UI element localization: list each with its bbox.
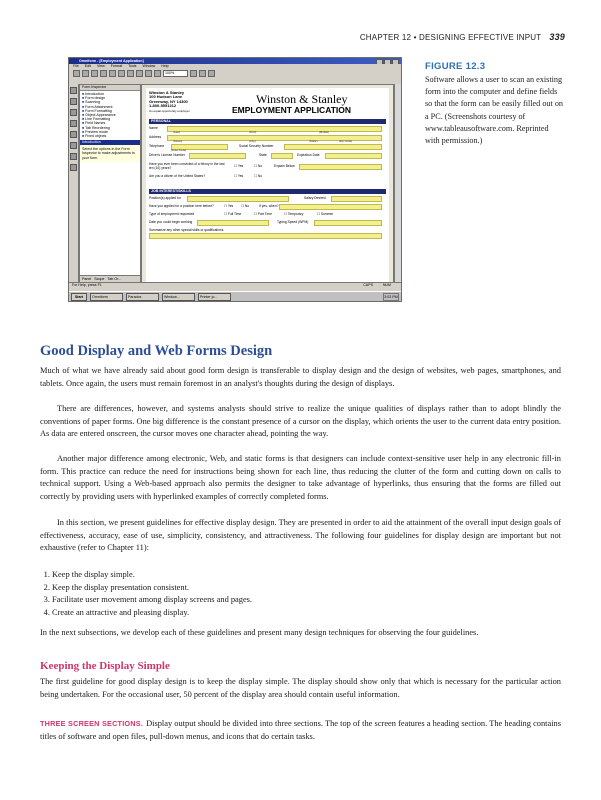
citizen-row bbox=[149, 174, 386, 181]
panel-item: ■ Field Names bbox=[82, 121, 140, 125]
open-icon bbox=[82, 70, 89, 77]
field-tool-icon bbox=[70, 109, 77, 116]
paste-icon bbox=[127, 70, 134, 77]
license-field bbox=[189, 153, 246, 159]
image-tool-icon bbox=[70, 164, 77, 171]
guideline-item: 3. Facilitate user movement among display screens and pages. bbox=[52, 594, 552, 607]
area-code-label: (Area Code) bbox=[171, 148, 187, 152]
panel-item: ■ Line Formatting bbox=[82, 117, 140, 121]
running-head bbox=[0, 32, 565, 46]
skills-row bbox=[149, 228, 386, 240]
citizen-question: Are you a citizen of the United States? bbox=[149, 174, 206, 178]
felony-no: ☐ No bbox=[254, 164, 263, 168]
text-tool-icon bbox=[70, 98, 77, 105]
chapter-title: CHAPTER 12 • DESIGNING EFFECTIVE INPUT bbox=[359, 33, 542, 42]
menu-format: Format bbox=[110, 64, 123, 68]
form-inspector-panel bbox=[79, 84, 141, 283]
form-document-area bbox=[141, 84, 394, 283]
address-label: Address bbox=[149, 135, 162, 139]
city-label: (City) bbox=[249, 139, 256, 143]
copy-icon bbox=[118, 70, 125, 77]
when-field bbox=[279, 204, 382, 210]
type-part: ☐ Part Time bbox=[254, 212, 272, 216]
felony-question: Have you ever been convicted of a felony in the last ten (10) years? bbox=[149, 162, 225, 170]
menu-file: File bbox=[73, 64, 79, 68]
menu-window: Window bbox=[142, 64, 156, 68]
citizen-yes: ☐ Yes bbox=[234, 174, 244, 178]
guidelines-list bbox=[40, 569, 552, 619]
panel-item: ■ Scanning bbox=[82, 100, 140, 104]
type-label: Type of employment requested bbox=[149, 212, 195, 216]
italic-icon bbox=[154, 70, 161, 77]
felony-yes: ☐ Yes bbox=[234, 164, 244, 168]
guideline-item: 2. Keep the display presentation consistent. bbox=[52, 582, 552, 595]
ssn-field bbox=[284, 144, 382, 150]
table-tool-icon bbox=[70, 153, 77, 160]
guideline-item: 1. Keep the display simple. bbox=[52, 569, 552, 582]
status-text: For Help, press F1 bbox=[72, 283, 102, 287]
paragraph-7 bbox=[40, 718, 561, 743]
menu-view: View bbox=[97, 64, 105, 68]
position-label: Position(s) applied for bbox=[149, 196, 181, 200]
salary-field bbox=[331, 196, 382, 202]
subsection-heading: Keeping the Display Simple bbox=[40, 660, 170, 672]
state-label: (State) bbox=[309, 139, 318, 143]
company-line: 100 Hudson Lane bbox=[149, 94, 183, 100]
bold-icon bbox=[145, 70, 152, 77]
applied-row bbox=[149, 204, 386, 211]
menu-edit: Edit bbox=[84, 64, 91, 68]
license-label: Driver's License Number bbox=[149, 153, 185, 157]
explain-field bbox=[299, 164, 382, 170]
box-tool-icon bbox=[70, 142, 77, 149]
menu-help: Help bbox=[161, 64, 169, 68]
tool-palette bbox=[69, 84, 79, 283]
taskbar-item: Window... bbox=[162, 293, 195, 301]
paragraph-4: In this section, we present guidelines for effective display design. They are presented in order to aid the attainment of the overall input design goals of effectiveness, accuracy, ease of use, simplicity, consistency, and attractiveness. The following four guidelines for display design are important but not exhaustive (refer to Chapter 11): bbox=[40, 518, 561, 553]
equal-opportunity-note: An equal opportunity employer bbox=[149, 109, 190, 113]
panel-tabs bbox=[80, 275, 140, 282]
cut-icon bbox=[109, 70, 116, 77]
applied-question: Have you applied for a position here before? bbox=[149, 204, 214, 208]
window-controls bbox=[376, 59, 399, 63]
license-row bbox=[149, 153, 386, 160]
panel-item: ■ Tab Reordering bbox=[82, 126, 140, 130]
name-label: Name bbox=[149, 126, 158, 130]
undo-icon bbox=[136, 70, 143, 77]
telephone-row bbox=[149, 144, 386, 151]
zoom-field: 100% bbox=[163, 70, 188, 77]
typing-field bbox=[314, 220, 382, 226]
pointer-tool-icon bbox=[70, 87, 77, 94]
panel-item: ■ Introduction bbox=[82, 92, 140, 96]
name-field bbox=[167, 126, 382, 132]
part-time-label: Part Time bbox=[257, 212, 272, 216]
no-label: No bbox=[257, 174, 263, 178]
salary-label: Salary Desired bbox=[304, 196, 326, 200]
paragraph-3: Another major difference among electronic, Web, and static forms is that designers can include context-sensitive user help in any electronic fill-in form. This practice can reduce the need for instructions being shown for each line, thus reducing the clutter of the form and cutting down on calls to technical support. Using a Web-based approach also permits the designer to take advantage of hyperlinks, thus ensuring that the forms are filled out correctly by providing users with hyperlinked examples of correctly completed forms. bbox=[40, 454, 561, 502]
zip-label: (Zip Code) bbox=[339, 139, 353, 143]
skills-field bbox=[149, 233, 382, 239]
panel-item: ■ Preview mode bbox=[82, 130, 140, 134]
start-label: Date you could begin working bbox=[149, 220, 193, 224]
menu-tools: Tools bbox=[128, 64, 137, 68]
full-time-label: Full Time bbox=[227, 212, 242, 216]
paragraph-6: The first guideline for good display design is to keep the display simple. The display should show only that which is necessary for the particular action being undertaken. For the occasional user, 50 percent of the display area should contain useful information. bbox=[40, 677, 561, 699]
panel-title: Form Inspector bbox=[80, 85, 140, 91]
section-heading: Good Display and Web Forms Design bbox=[40, 343, 273, 359]
start-field bbox=[197, 220, 269, 226]
taskbar-item: Paradox bbox=[126, 293, 159, 301]
taskbar bbox=[69, 291, 401, 301]
license-state-field bbox=[271, 153, 293, 159]
figure-caption: Software allows a user to scan an existing form into the computer and define fields so that the form can be easily filled out on a PC. (Screenshots courtesy of www.tableausoftware.com. Reprinted with permission.) bbox=[425, 75, 564, 146]
no-label: No bbox=[244, 204, 250, 208]
middle-label: (Middle) bbox=[319, 130, 330, 134]
type-summer: ☐ Summer bbox=[317, 212, 334, 216]
yes-label: Yes bbox=[227, 204, 234, 208]
panel-item: ■ Object Appearance bbox=[82, 113, 140, 117]
taskbar-item: Omniform bbox=[90, 293, 123, 301]
paragraph-2: There are differences, however, and systems analysts should strive to realize the unique qualities of displays rather than to adopt blindly the conventions of paper forms. One big difference is the constant presence of a cursor on the display, which orients the user to the current data entry position. As data are entered onscreen, the cursor moves one character ahead, pointing the way. bbox=[40, 404, 561, 439]
typing-label: Typing Speed (WPM) bbox=[277, 220, 309, 224]
num-indicator: NUM bbox=[382, 283, 391, 287]
explain-label: Explain Below bbox=[274, 164, 295, 168]
expiration-field bbox=[325, 153, 382, 159]
taskbar-item: Printer jo... bbox=[198, 293, 231, 301]
paragraph-5: In the next subsections, we develop each of these guidelines and present many design techniques for observing the four guidelines. bbox=[40, 628, 479, 637]
panel-item: ■ Form design bbox=[82, 96, 140, 100]
panel-tab: Tab Or... bbox=[107, 277, 121, 281]
last-label: (Last) bbox=[173, 130, 181, 134]
yes-label: Yes bbox=[237, 164, 244, 168]
panel-help-text: Select the options in the Form Inspector to make adjustments to your form. bbox=[80, 145, 140, 162]
section-personal: PERSONAL bbox=[149, 119, 386, 124]
vertical-scrollbar bbox=[394, 84, 401, 283]
citizen-no: ☐ No bbox=[254, 174, 263, 178]
skills-label: Summarize any other special skills or qualifications bbox=[149, 228, 224, 232]
type-full: ☐ Full Time bbox=[224, 212, 242, 216]
applied-no: ☐ No bbox=[241, 204, 250, 208]
first-label: (First) bbox=[249, 130, 257, 134]
taskbar-clock: 3:03 PM bbox=[384, 294, 398, 299]
yes-label: Yes bbox=[237, 174, 244, 178]
panel-list bbox=[80, 92, 140, 138]
runin-heading: THREE SCREEN SECTIONS. bbox=[40, 719, 144, 728]
company-line: Greenway, NY 14300 bbox=[149, 98, 188, 104]
type-temp: ☐ Temporary bbox=[284, 212, 304, 216]
temporary-label: Temporary bbox=[287, 212, 304, 216]
no-label: No bbox=[257, 164, 263, 168]
form-title: EMPLOYMENT APPLICATION bbox=[232, 105, 351, 115]
figure-label: FIGURE 12.3 bbox=[425, 61, 486, 72]
type-row bbox=[149, 212, 386, 219]
runin-text: Display output should be divided into three sections. The top of the screen features a heading section. The heading contains titles of software and open files, pull-down menus, and icons that do certain tasks. bbox=[40, 719, 561, 741]
name-row bbox=[149, 126, 386, 133]
panel-item: ■ Form Attachment bbox=[82, 105, 140, 109]
figure-screenshot bbox=[68, 57, 402, 302]
street-label: (Street) bbox=[173, 139, 183, 143]
panel-tab: Scope bbox=[94, 277, 105, 281]
start-button: Start bbox=[71, 293, 87, 301]
start-row bbox=[149, 220, 386, 227]
save-icon bbox=[91, 70, 98, 77]
telephone-label: Telephone bbox=[149, 144, 165, 148]
expiration-label: Expiration Date bbox=[297, 153, 320, 157]
employment-form bbox=[146, 88, 389, 282]
when-label: If yes, when? bbox=[259, 204, 279, 208]
print-icon bbox=[100, 70, 107, 77]
ssn-label: Social Security Number bbox=[239, 144, 274, 148]
company-line: 1-800-5551212 bbox=[149, 103, 177, 109]
help-icon bbox=[208, 70, 215, 77]
address-row bbox=[149, 135, 386, 142]
zoom-in-icon bbox=[190, 70, 197, 77]
applied-yes: ☐ Yes bbox=[224, 204, 234, 208]
checkbox-tool-icon bbox=[70, 120, 77, 127]
section-job-interest: JOB INTEREST/SKILLS bbox=[149, 189, 386, 194]
line-tool-icon bbox=[70, 131, 77, 138]
position-row bbox=[149, 196, 386, 203]
summer-label: Summer bbox=[320, 212, 334, 216]
panel-item: ■ Form Formatting bbox=[82, 109, 140, 113]
page-number: 339 bbox=[549, 32, 565, 42]
paragraph-1: Much of what we have already said about good form design is transferable to display design and the design of websites, web pages, smartphones, and tablets. Once again, the users must remain foremost in an analyst's thoughts during the design of displays. bbox=[40, 366, 561, 388]
panel-tab: Panel bbox=[82, 277, 92, 281]
new-icon bbox=[73, 70, 80, 77]
company-address bbox=[149, 91, 188, 109]
guideline-item: 4. Create an attractive and pleasing display. bbox=[52, 607, 552, 620]
caps-indicator: CAPS bbox=[363, 283, 373, 287]
position-field bbox=[187, 196, 289, 202]
company-logo: Winston & Stanley bbox=[256, 92, 348, 106]
company-line: Winston & Stanley bbox=[149, 90, 185, 95]
panel-item: ■ Fixed objects bbox=[82, 134, 140, 138]
panel-section-title: Introduction bbox=[80, 140, 140, 145]
license-state-label: State bbox=[259, 153, 267, 157]
zoom-out-icon bbox=[199, 70, 206, 77]
felony-row bbox=[149, 162, 386, 172]
app-title: Omniform - [Employment Application] bbox=[79, 59, 144, 63]
